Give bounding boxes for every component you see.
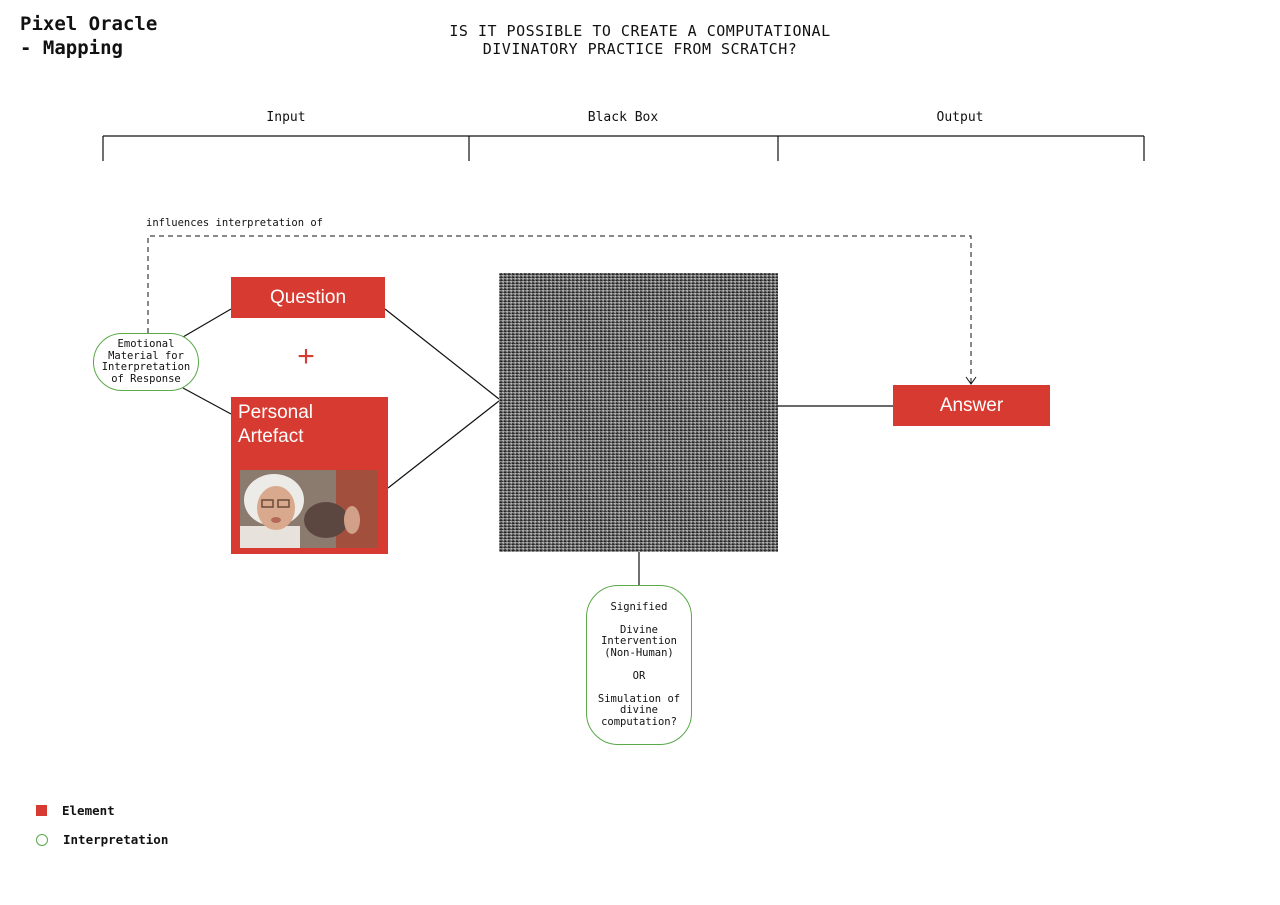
legend-element (36, 803, 115, 818)
signified-heading: Signified (610, 600, 668, 613)
column-label-black-box: Black Box (587, 110, 659, 125)
legend-element-label: Element (62, 803, 115, 818)
page-title-line-2: DIVINATORY PRACTICE FROM SCRATCH? (482, 40, 798, 58)
artefact-photo-illustration (240, 470, 378, 548)
personal-artefact-title (238, 401, 313, 449)
legend-interpretation-swatch (36, 834, 48, 846)
personal-artefact-element (231, 397, 388, 554)
signified-or: OR (632, 669, 646, 682)
plus-sign: + (297, 340, 315, 373)
signified-option-1: Divine Intervention (Non-Human) (601, 623, 677, 659)
personal-artefact-line-1: Personal (238, 402, 313, 423)
legend-interpretation (36, 832, 168, 847)
question-element: Question (231, 277, 385, 318)
column-bracket (103, 136, 1144, 161)
artefact-photo (240, 470, 378, 548)
brand-line-2: - Mapping (20, 37, 123, 59)
column-label-input: Input (266, 110, 306, 125)
legend-element-swatch (36, 805, 47, 816)
column-label-output: Output (936, 110, 984, 125)
brand-line-1: Pixel Oracle (20, 13, 158, 35)
black-box-noise (499, 273, 778, 552)
emotional-material-interpretation: Emotional Material for Interpretation of Response (93, 333, 199, 391)
signified-interpretation (586, 585, 692, 745)
answer-element: Answer (893, 385, 1050, 426)
personal-artefact-line-2: Artefact (238, 426, 304, 447)
signified-option-2: Simulation of divine computation? (597, 692, 681, 728)
legend-interpretation-label: Interpretation (63, 832, 169, 847)
influence-label: influences interpretation of (146, 217, 324, 229)
page-title-line-1: IS IT POSSIBLE TO CREATE A COMPUTATIONAL (449, 22, 831, 40)
